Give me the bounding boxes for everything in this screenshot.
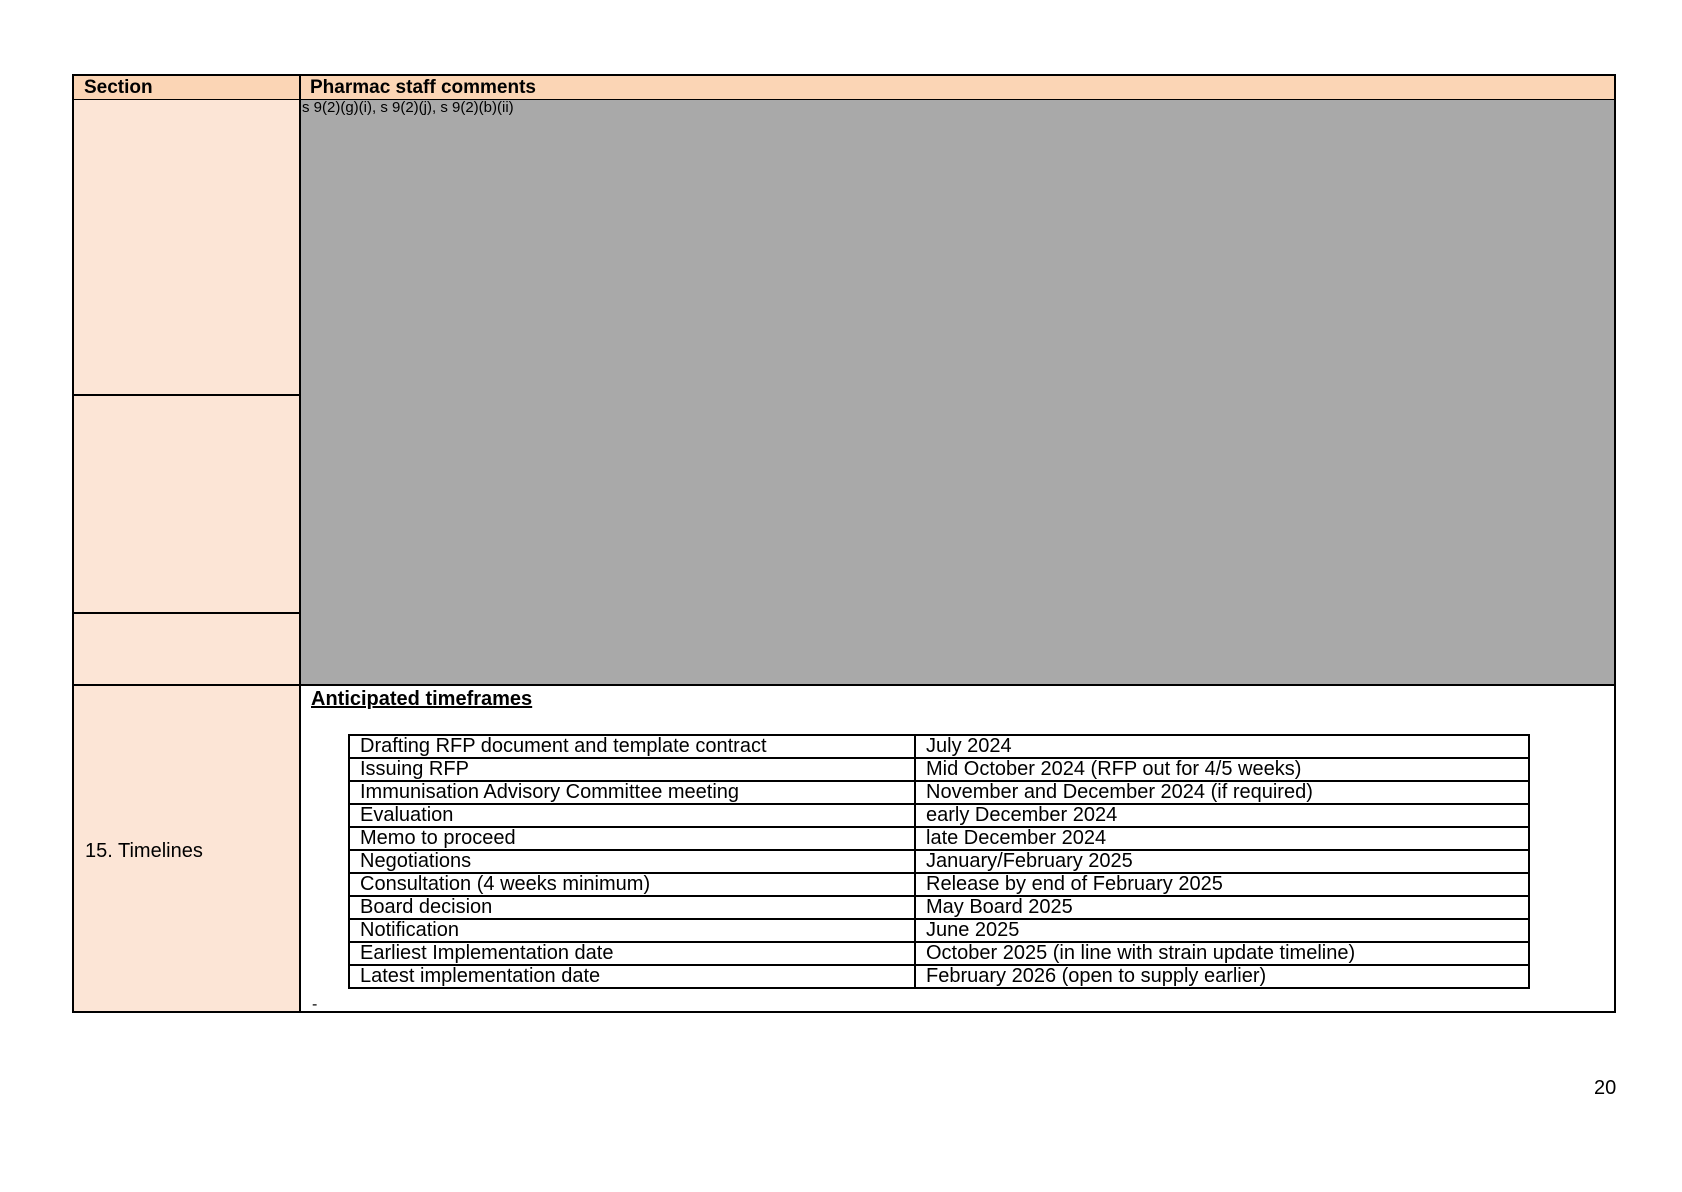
- section-label-timelines: 15. Timelines: [85, 840, 203, 862]
- timeline-step-cell: Latest implementation date: [349, 965, 915, 988]
- row-divider: [74, 684, 1614, 686]
- timeline-timing-cell: July 2024: [915, 735, 1529, 758]
- timeline-step-cell: Memo to proceed: [349, 827, 915, 850]
- redacted-block: [301, 100, 1614, 684]
- timeline-step-cell: Earliest Implementation date: [349, 942, 915, 965]
- redaction-label: s 9(2)(g)(i), s 9(2)(j), s 9(2)(b)(ii): [302, 99, 514, 116]
- timeline-timing-cell: November and December 2024 (if required): [915, 781, 1529, 804]
- table-row: [349, 804, 1529, 827]
- column-divider: [299, 76, 301, 1011]
- table-row: [349, 919, 1529, 942]
- table-row: [349, 735, 1529, 758]
- table-header-row: [74, 76, 1614, 100]
- timeline-step-cell: Issuing RFP: [349, 758, 915, 781]
- table-row: [349, 850, 1529, 873]
- timeline-timing-cell: late December 2024: [915, 827, 1529, 850]
- dash-mark: -: [312, 996, 318, 1013]
- section-row-divider: [74, 394, 299, 396]
- timeline-step-cell: Board decision: [349, 896, 915, 919]
- timeline-timing-cell: January/February 2025: [915, 850, 1529, 873]
- timeframes-heading: Anticipated timeframes: [311, 688, 533, 710]
- section-header: Section: [84, 77, 153, 98]
- table-row: [349, 896, 1529, 919]
- timeline-timing-cell: February 2026 (open to supply earlier): [915, 965, 1529, 988]
- timeline-step-cell: Drafting RFP document and template contract: [349, 735, 915, 758]
- timeline-step-cell: Consultation (4 weeks minimum): [349, 873, 915, 896]
- table-row: [349, 827, 1529, 850]
- page-number: 20: [1594, 1077, 1617, 1099]
- table-row: [349, 781, 1529, 804]
- section-column: [74, 100, 299, 1011]
- timeline-table: [348, 734, 1530, 989]
- timeline-step-cell: Negotiations: [349, 850, 915, 873]
- timeline-timing-cell: early December 2024: [915, 804, 1529, 827]
- timeline-timing-cell: June 2025: [915, 919, 1529, 942]
- timeline-table-body: [349, 735, 1529, 988]
- timeline-step-cell: Notification: [349, 919, 915, 942]
- table-row: [349, 873, 1529, 896]
- timeline-step-cell: Immunisation Advisory Committee meeting: [349, 781, 915, 804]
- comments-header: Pharmac staff comments: [310, 77, 536, 98]
- section-row-divider: [74, 612, 299, 614]
- timeline-step-cell: Evaluation: [349, 804, 915, 827]
- timeline-timing-cell: Release by end of February 2025: [915, 873, 1529, 896]
- table-row: [349, 965, 1529, 988]
- table-row: [349, 942, 1529, 965]
- timeline-timing-cell: Mid October 2024 (RFP out for 4/5 weeks): [915, 758, 1529, 781]
- comments-table: [72, 74, 1616, 1013]
- timeline-timing-cell: May Board 2025: [915, 896, 1529, 919]
- table-row: [349, 758, 1529, 781]
- timeline-timing-cell: October 2025 (in line with strain update timeline): [915, 942, 1529, 965]
